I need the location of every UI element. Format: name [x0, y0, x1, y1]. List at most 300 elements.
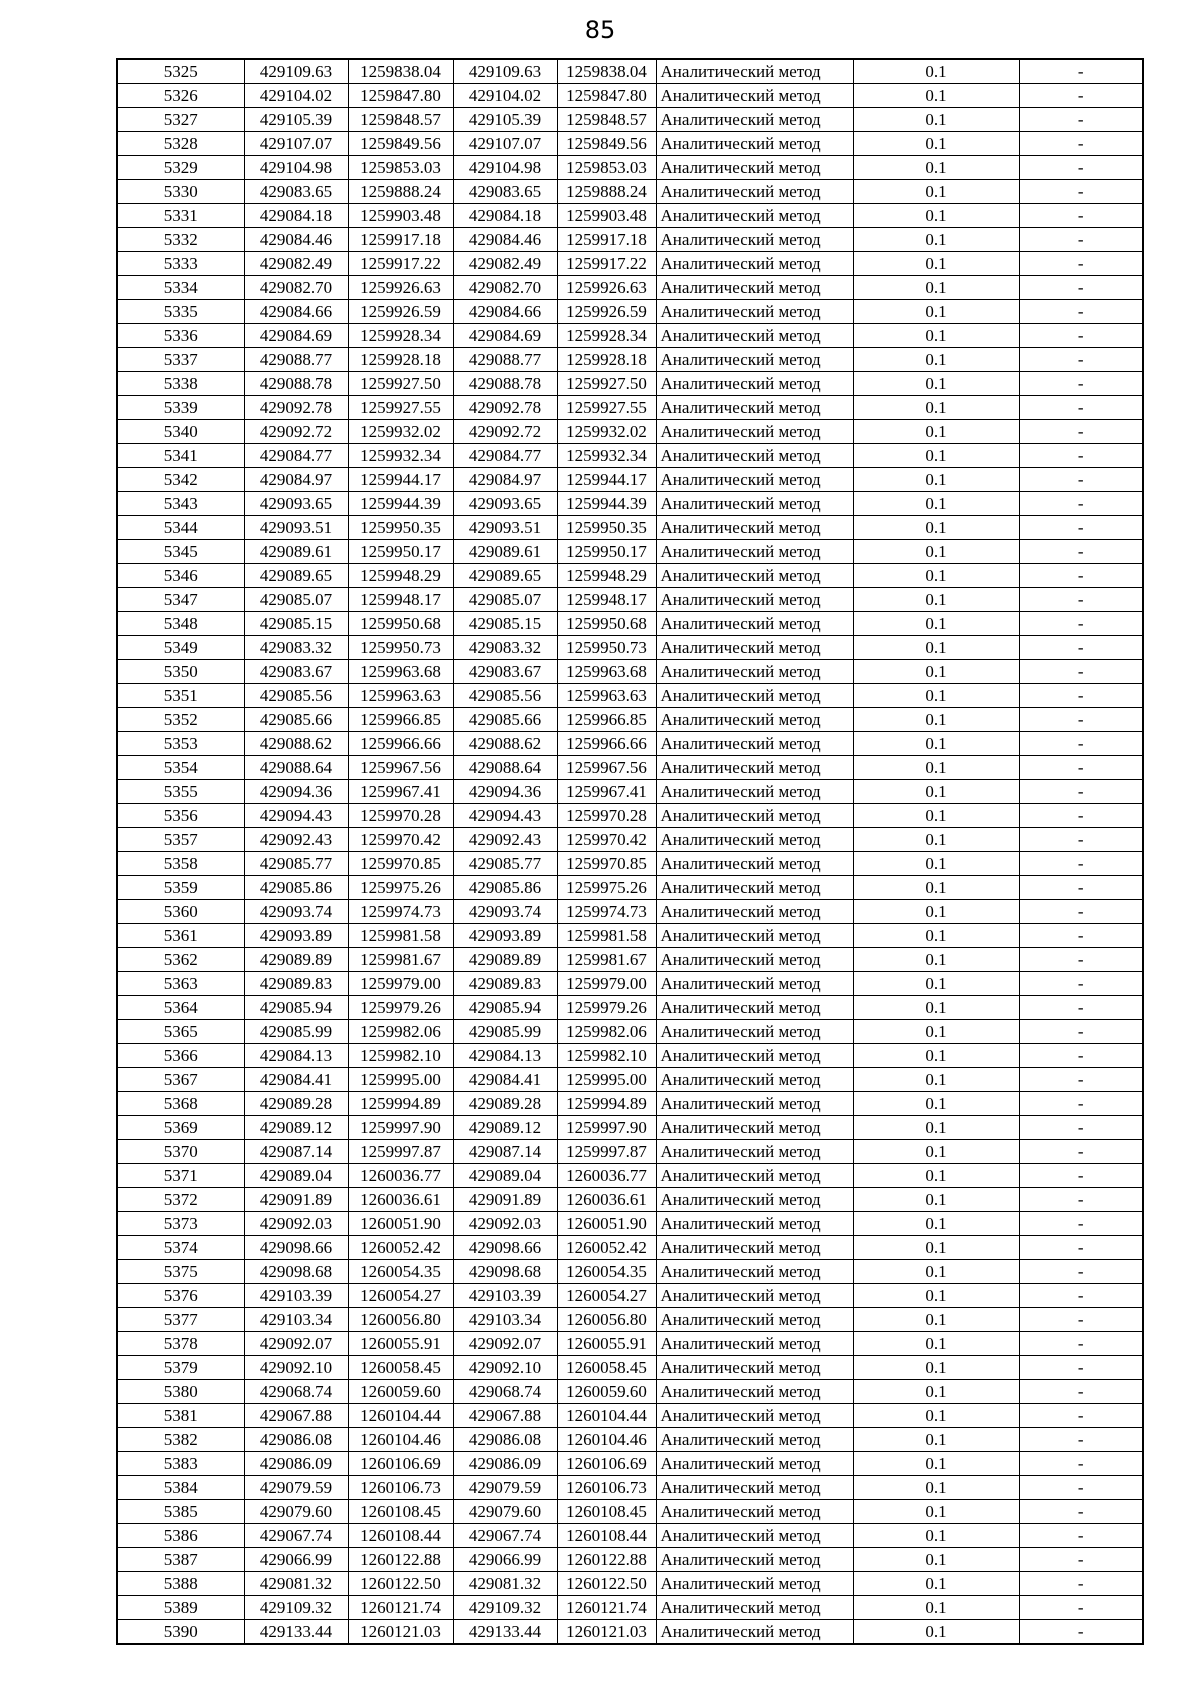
note-cell: -	[1019, 276, 1143, 300]
y-old-cell: 1259932.02	[348, 420, 453, 444]
y-old-cell: 1259926.59	[348, 300, 453, 324]
x-new-cell: 429092.43	[453, 828, 557, 852]
x-old-cell: 429104.02	[244, 84, 348, 108]
point-number-cell: 5338	[117, 372, 244, 396]
method-cell: Аналитический метод	[656, 996, 853, 1020]
table-row	[117, 828, 1143, 852]
table-row	[117, 1092, 1143, 1116]
page-number: 85	[584, 16, 616, 44]
x-new-cell: 429067.74	[453, 1524, 557, 1548]
x-new-cell: 429081.32	[453, 1572, 557, 1596]
x-old-cell: 429089.12	[244, 1116, 348, 1140]
note-cell: -	[1019, 1188, 1143, 1212]
x-old-cell: 429098.66	[244, 1236, 348, 1260]
note-cell: -	[1019, 372, 1143, 396]
table-row	[117, 84, 1143, 108]
point-number-cell: 5356	[117, 804, 244, 828]
table-row	[117, 1356, 1143, 1380]
method-cell: Аналитический метод	[656, 876, 853, 900]
note-cell: -	[1019, 1044, 1143, 1068]
x-new-cell: 429093.51	[453, 516, 557, 540]
y-old-cell: 1259982.06	[348, 1020, 453, 1044]
x-old-cell: 429109.63	[244, 59, 348, 84]
method-cell: Аналитический метод	[656, 540, 853, 564]
y-new-cell: 1259950.35	[557, 516, 656, 540]
point-number-cell: 5326	[117, 84, 244, 108]
accuracy-cell: 0.1	[853, 1068, 1019, 1092]
x-new-cell: 429088.77	[453, 348, 557, 372]
y-old-cell: 1259963.68	[348, 660, 453, 684]
x-new-cell: 429092.72	[453, 420, 557, 444]
x-new-cell: 429084.69	[453, 324, 557, 348]
note-cell: -	[1019, 1164, 1143, 1188]
x-old-cell: 429067.74	[244, 1524, 348, 1548]
y-new-cell: 1260058.45	[557, 1356, 656, 1380]
point-number-cell: 5353	[117, 732, 244, 756]
accuracy-cell: 0.1	[853, 1260, 1019, 1284]
x-new-cell: 429104.98	[453, 156, 557, 180]
note-cell: -	[1019, 1092, 1143, 1116]
x-new-cell: 429085.56	[453, 684, 557, 708]
point-number-cell: 5382	[117, 1428, 244, 1452]
accuracy-cell: 0.1	[853, 84, 1019, 108]
x-old-cell: 429088.78	[244, 372, 348, 396]
y-new-cell: 1260122.50	[557, 1572, 656, 1596]
accuracy-cell: 0.1	[853, 1356, 1019, 1380]
y-new-cell: 1260108.44	[557, 1524, 656, 1548]
x-old-cell: 429094.36	[244, 780, 348, 804]
table-row	[117, 348, 1143, 372]
x-new-cell: 429093.74	[453, 900, 557, 924]
note-cell: -	[1019, 84, 1143, 108]
y-old-cell: 1259974.73	[348, 900, 453, 924]
x-old-cell: 429079.60	[244, 1500, 348, 1524]
table-row	[117, 204, 1143, 228]
x-new-cell: 429068.74	[453, 1380, 557, 1404]
y-old-cell: 1259966.66	[348, 732, 453, 756]
table-row	[117, 444, 1143, 468]
accuracy-cell: 0.1	[853, 636, 1019, 660]
accuracy-cell: 0.1	[853, 732, 1019, 756]
y-old-cell: 1260106.73	[348, 1476, 453, 1500]
method-cell: Аналитический метод	[656, 828, 853, 852]
table-row	[117, 972, 1143, 996]
table-row	[117, 996, 1143, 1020]
note-cell: -	[1019, 204, 1143, 228]
x-new-cell: 429083.65	[453, 180, 557, 204]
x-old-cell: 429085.66	[244, 708, 348, 732]
y-old-cell: 1259994.89	[348, 1092, 453, 1116]
y-old-cell: 1259979.00	[348, 972, 453, 996]
point-number-cell: 5342	[117, 468, 244, 492]
y-new-cell: 1260104.44	[557, 1404, 656, 1428]
coordinates-table	[116, 58, 1144, 1645]
accuracy-cell: 0.1	[853, 348, 1019, 372]
y-old-cell: 1259927.55	[348, 396, 453, 420]
accuracy-cell: 0.1	[853, 516, 1019, 540]
point-number-cell: 5333	[117, 252, 244, 276]
method-cell: Аналитический метод	[656, 516, 853, 540]
table-row	[117, 396, 1143, 420]
table-row	[117, 588, 1143, 612]
x-new-cell: 429105.39	[453, 108, 557, 132]
method-cell: Аналитический метод	[656, 59, 853, 84]
x-old-cell: 429107.07	[244, 132, 348, 156]
table-row	[117, 948, 1143, 972]
point-number-cell: 5378	[117, 1332, 244, 1356]
table-row	[117, 1188, 1143, 1212]
y-new-cell: 1260104.46	[557, 1428, 656, 1452]
method-cell: Аналитический метод	[656, 684, 853, 708]
point-number-cell: 5352	[117, 708, 244, 732]
point-number-cell: 5336	[117, 324, 244, 348]
point-number-cell: 5379	[117, 1356, 244, 1380]
x-new-cell: 429085.15	[453, 612, 557, 636]
x-new-cell: 429089.89	[453, 948, 557, 972]
table-row	[117, 1044, 1143, 1068]
note-cell: -	[1019, 1548, 1143, 1572]
x-new-cell: 429082.49	[453, 252, 557, 276]
method-cell: Аналитический метод	[656, 1020, 853, 1044]
y-old-cell: 1260036.77	[348, 1164, 453, 1188]
method-cell: Аналитический метод	[656, 252, 853, 276]
y-new-cell: 1259838.04	[557, 59, 656, 84]
point-number-cell: 5376	[117, 1284, 244, 1308]
note-cell: -	[1019, 132, 1143, 156]
note-cell: -	[1019, 1524, 1143, 1548]
method-cell: Аналитический метод	[656, 1404, 853, 1428]
accuracy-cell: 0.1	[853, 1500, 1019, 1524]
y-new-cell: 1259926.59	[557, 300, 656, 324]
accuracy-cell: 0.1	[853, 828, 1019, 852]
x-old-cell: 429092.78	[244, 396, 348, 420]
x-new-cell: 429098.68	[453, 1260, 557, 1284]
table-row	[117, 1116, 1143, 1140]
table-row	[117, 756, 1143, 780]
accuracy-cell: 0.1	[853, 156, 1019, 180]
accuracy-cell: 0.1	[853, 564, 1019, 588]
method-cell: Аналитический метод	[656, 468, 853, 492]
y-old-cell: 1259948.17	[348, 588, 453, 612]
point-number-cell: 5343	[117, 492, 244, 516]
y-old-cell: 1259950.17	[348, 540, 453, 564]
note-cell: -	[1019, 1572, 1143, 1596]
y-old-cell: 1259926.63	[348, 276, 453, 300]
x-old-cell: 429084.97	[244, 468, 348, 492]
table-row	[117, 708, 1143, 732]
accuracy-cell: 0.1	[853, 972, 1019, 996]
x-old-cell: 429089.65	[244, 564, 348, 588]
y-new-cell: 1260059.60	[557, 1380, 656, 1404]
y-new-cell: 1260052.42	[557, 1236, 656, 1260]
x-old-cell: 429085.56	[244, 684, 348, 708]
accuracy-cell: 0.1	[853, 1044, 1019, 1068]
accuracy-cell: 0.1	[853, 252, 1019, 276]
point-number-cell: 5340	[117, 420, 244, 444]
note-cell: -	[1019, 444, 1143, 468]
note-cell: -	[1019, 1500, 1143, 1524]
table-row	[117, 780, 1143, 804]
point-number-cell: 5345	[117, 540, 244, 564]
accuracy-cell: 0.1	[853, 660, 1019, 684]
table-body	[117, 59, 1143, 1644]
accuracy-cell: 0.1	[853, 756, 1019, 780]
table-row	[117, 252, 1143, 276]
note-cell: -	[1019, 468, 1143, 492]
accuracy-cell: 0.1	[853, 420, 1019, 444]
accuracy-cell: 0.1	[853, 59, 1019, 84]
table-row	[117, 468, 1143, 492]
x-old-cell: 429084.69	[244, 324, 348, 348]
y-new-cell: 1259979.26	[557, 996, 656, 1020]
note-cell: -	[1019, 540, 1143, 564]
accuracy-cell: 0.1	[853, 684, 1019, 708]
accuracy-cell: 0.1	[853, 900, 1019, 924]
y-old-cell: 1260052.42	[348, 1236, 453, 1260]
x-new-cell: 429109.63	[453, 59, 557, 84]
method-cell: Аналитический метод	[656, 1476, 853, 1500]
table-row	[117, 59, 1143, 84]
x-old-cell: 429104.98	[244, 156, 348, 180]
x-new-cell: 429084.77	[453, 444, 557, 468]
point-number-cell: 5351	[117, 684, 244, 708]
y-new-cell: 1259963.63	[557, 684, 656, 708]
y-old-cell: 1259928.34	[348, 324, 453, 348]
x-new-cell: 429067.88	[453, 1404, 557, 1428]
x-old-cell: 429082.70	[244, 276, 348, 300]
y-new-cell: 1260121.03	[557, 1620, 656, 1645]
table-row	[117, 324, 1143, 348]
method-cell: Аналитический метод	[656, 1308, 853, 1332]
point-number-cell: 5361	[117, 924, 244, 948]
accuracy-cell: 0.1	[853, 708, 1019, 732]
y-new-cell: 1259974.73	[557, 900, 656, 924]
note-cell: -	[1019, 180, 1143, 204]
point-number-cell: 5372	[117, 1188, 244, 1212]
note-cell: -	[1019, 828, 1143, 852]
table-row	[117, 1140, 1143, 1164]
y-new-cell: 1260054.27	[557, 1284, 656, 1308]
x-old-cell: 429089.89	[244, 948, 348, 972]
table-row	[117, 1620, 1143, 1645]
table-row	[117, 1068, 1143, 1092]
y-old-cell: 1260056.80	[348, 1308, 453, 1332]
y-new-cell: 1259927.55	[557, 396, 656, 420]
accuracy-cell: 0.1	[853, 276, 1019, 300]
x-old-cell: 429087.14	[244, 1140, 348, 1164]
accuracy-cell: 0.1	[853, 1116, 1019, 1140]
note-cell: -	[1019, 804, 1143, 828]
x-new-cell: 429084.46	[453, 228, 557, 252]
y-new-cell: 1259997.87	[557, 1140, 656, 1164]
note-cell: -	[1019, 1404, 1143, 1428]
y-old-cell: 1260054.27	[348, 1284, 453, 1308]
y-new-cell: 1260054.35	[557, 1260, 656, 1284]
method-cell: Аналитический метод	[656, 276, 853, 300]
method-cell: Аналитический метод	[656, 180, 853, 204]
y-new-cell: 1259966.66	[557, 732, 656, 756]
x-new-cell: 429091.89	[453, 1188, 557, 1212]
note-cell: -	[1019, 1284, 1143, 1308]
point-number-cell: 5363	[117, 972, 244, 996]
y-old-cell: 1259963.63	[348, 684, 453, 708]
x-old-cell: 429086.09	[244, 1452, 348, 1476]
point-number-cell: 5329	[117, 156, 244, 180]
note-cell: -	[1019, 1428, 1143, 1452]
y-old-cell: 1260108.45	[348, 1500, 453, 1524]
point-number-cell: 5348	[117, 612, 244, 636]
point-number-cell: 5355	[117, 780, 244, 804]
x-old-cell: 429103.39	[244, 1284, 348, 1308]
y-new-cell: 1259928.18	[557, 348, 656, 372]
x-old-cell: 429066.99	[244, 1548, 348, 1572]
x-new-cell: 429083.32	[453, 636, 557, 660]
method-cell: Аналитический метод	[656, 108, 853, 132]
table-row	[117, 612, 1143, 636]
note-cell: -	[1019, 564, 1143, 588]
x-new-cell: 429084.18	[453, 204, 557, 228]
point-number-cell: 5371	[117, 1164, 244, 1188]
x-new-cell: 429089.04	[453, 1164, 557, 1188]
y-old-cell: 1259981.67	[348, 948, 453, 972]
y-new-cell: 1260106.73	[557, 1476, 656, 1500]
accuracy-cell: 0.1	[853, 204, 1019, 228]
method-cell: Аналитический метод	[656, 660, 853, 684]
accuracy-cell: 0.1	[853, 852, 1019, 876]
point-number-cell: 5331	[117, 204, 244, 228]
table-row	[117, 108, 1143, 132]
y-new-cell: 1259903.48	[557, 204, 656, 228]
accuracy-cell: 0.1	[853, 1236, 1019, 1260]
note-cell: -	[1019, 420, 1143, 444]
y-new-cell: 1259970.28	[557, 804, 656, 828]
note-cell: -	[1019, 1356, 1143, 1380]
accuracy-cell: 0.1	[853, 372, 1019, 396]
accuracy-cell: 0.1	[853, 1164, 1019, 1188]
method-cell: Аналитический метод	[656, 732, 853, 756]
y-new-cell: 1259926.63	[557, 276, 656, 300]
point-number-cell: 5387	[117, 1548, 244, 1572]
x-new-cell: 429084.66	[453, 300, 557, 324]
method-cell: Аналитический метод	[656, 852, 853, 876]
accuracy-cell: 0.1	[853, 1452, 1019, 1476]
y-new-cell: 1259917.18	[557, 228, 656, 252]
point-number-cell: 5337	[117, 348, 244, 372]
table-row	[117, 1476, 1143, 1500]
table-row	[117, 684, 1143, 708]
y-old-cell: 1259932.34	[348, 444, 453, 468]
y-old-cell: 1259853.03	[348, 156, 453, 180]
y-new-cell: 1260056.80	[557, 1308, 656, 1332]
y-new-cell: 1260051.90	[557, 1212, 656, 1236]
accuracy-cell: 0.1	[853, 1476, 1019, 1500]
x-new-cell: 429085.66	[453, 708, 557, 732]
method-cell: Аналитический метод	[656, 156, 853, 180]
x-new-cell: 429094.43	[453, 804, 557, 828]
point-number-cell: 5383	[117, 1452, 244, 1476]
y-new-cell: 1259982.10	[557, 1044, 656, 1068]
x-new-cell: 429085.07	[453, 588, 557, 612]
accuracy-cell: 0.1	[853, 1212, 1019, 1236]
x-new-cell: 429109.32	[453, 1596, 557, 1620]
x-old-cell: 429133.44	[244, 1620, 348, 1645]
x-new-cell: 429086.09	[453, 1452, 557, 1476]
accuracy-cell: 0.1	[853, 1188, 1019, 1212]
y-new-cell: 1259970.42	[557, 828, 656, 852]
method-cell: Аналитический метод	[656, 1188, 853, 1212]
method-cell: Аналитический метод	[656, 612, 853, 636]
y-new-cell: 1259966.85	[557, 708, 656, 732]
x-old-cell: 429092.10	[244, 1356, 348, 1380]
table-row	[117, 852, 1143, 876]
point-number-cell: 5341	[117, 444, 244, 468]
method-cell: Аналитический метод	[656, 564, 853, 588]
note-cell: -	[1019, 948, 1143, 972]
y-old-cell: 1260055.91	[348, 1332, 453, 1356]
x-old-cell: 429089.28	[244, 1092, 348, 1116]
method-cell: Аналитический метод	[656, 1572, 853, 1596]
method-cell: Аналитический метод	[656, 1380, 853, 1404]
table-row	[117, 1500, 1143, 1524]
point-number-cell: 5375	[117, 1260, 244, 1284]
accuracy-cell: 0.1	[853, 468, 1019, 492]
y-new-cell: 1259995.00	[557, 1068, 656, 1092]
x-old-cell: 429084.66	[244, 300, 348, 324]
table-row	[117, 876, 1143, 900]
y-new-cell: 1259917.22	[557, 252, 656, 276]
table-row	[117, 1164, 1143, 1188]
accuracy-cell: 0.1	[853, 108, 1019, 132]
x-new-cell: 429098.66	[453, 1236, 557, 1260]
y-new-cell: 1259997.90	[557, 1116, 656, 1140]
y-old-cell: 1260051.90	[348, 1212, 453, 1236]
method-cell: Аналитический метод	[656, 1068, 853, 1092]
table-row	[117, 156, 1143, 180]
x-new-cell: 429082.70	[453, 276, 557, 300]
method-cell: Аналитический метод	[656, 1596, 853, 1620]
x-new-cell: 429079.59	[453, 1476, 557, 1500]
y-old-cell: 1259944.39	[348, 492, 453, 516]
y-new-cell: 1260055.91	[557, 1332, 656, 1356]
note-cell: -	[1019, 1380, 1143, 1404]
y-old-cell: 1259838.04	[348, 59, 453, 84]
y-old-cell: 1259997.87	[348, 1140, 453, 1164]
note-cell: -	[1019, 492, 1143, 516]
note-cell: -	[1019, 300, 1143, 324]
accuracy-cell: 0.1	[853, 876, 1019, 900]
accuracy-cell: 0.1	[853, 492, 1019, 516]
x-old-cell: 429105.39	[244, 108, 348, 132]
y-old-cell: 1260058.45	[348, 1356, 453, 1380]
x-old-cell: 429085.86	[244, 876, 348, 900]
x-new-cell: 429084.41	[453, 1068, 557, 1092]
point-number-cell: 5354	[117, 756, 244, 780]
x-old-cell: 429085.94	[244, 996, 348, 1020]
y-old-cell: 1260059.60	[348, 1380, 453, 1404]
y-old-cell: 1260121.03	[348, 1620, 453, 1645]
accuracy-cell: 0.1	[853, 396, 1019, 420]
table-row	[117, 132, 1143, 156]
x-new-cell: 429092.10	[453, 1356, 557, 1380]
table-row	[117, 1020, 1143, 1044]
table-row	[117, 228, 1143, 252]
y-new-cell: 1259847.80	[557, 84, 656, 108]
y-new-cell: 1259853.03	[557, 156, 656, 180]
note-cell: -	[1019, 1020, 1143, 1044]
table-row	[117, 1284, 1143, 1308]
method-cell: Аналитический метод	[656, 948, 853, 972]
x-old-cell: 429067.88	[244, 1404, 348, 1428]
